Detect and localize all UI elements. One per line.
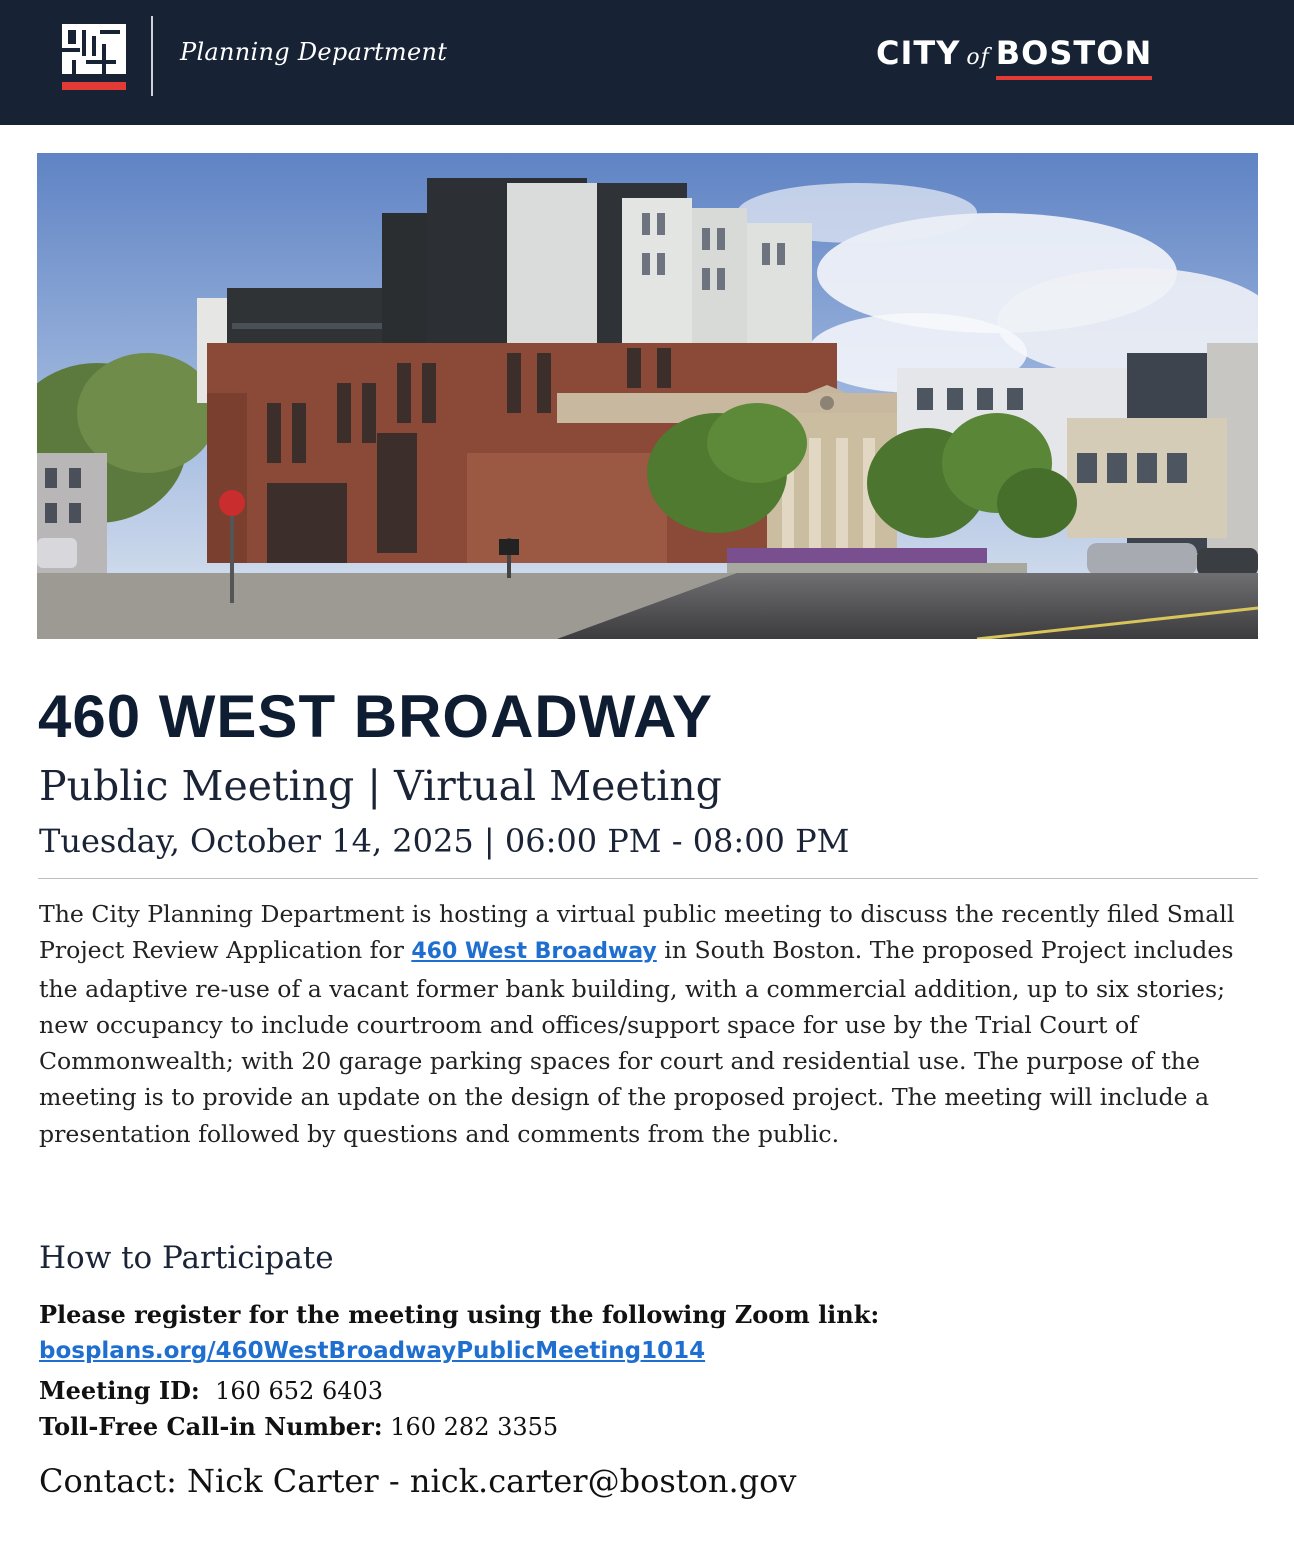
hero-building-photo [37, 153, 1258, 639]
meeting-id-value: 160 652 6403 [215, 1377, 384, 1405]
meeting-type: Public Meeting | Virtual Meeting [39, 762, 722, 810]
meeting-datetime: Tuesday, October 14, 2025 | 06:00 PM - 08:00 PM [39, 822, 850, 860]
how-to-participate-heading: How to Participate [39, 1240, 334, 1276]
contact-line: Contact: Nick Carter - nick.carter@boston.gov [39, 1462, 797, 1500]
meeting-id-row [39, 1376, 383, 1405]
register-instructions: Please register for the meeting using the following Zoom link: [39, 1300, 880, 1329]
brand-city: CITY [876, 34, 961, 72]
brand-of: of [966, 45, 990, 70]
description-text-1: The City Planning Department is hosting a virtual public meeting to discuss the recently filed Small Project Review Application for [39, 900, 1235, 965]
planning-logo-icon [62, 24, 126, 90]
page-title: 460 WEST BROADWAY [38, 683, 713, 750]
zoom-register-link[interactable]: bosplans.org/460WestBroadwayPublicMeeting1014 [39, 1338, 706, 1364]
description-text-2: in South Boston. The proposed Project includes the adaptive re-use of a vacant former bank building, with a commercial addition, up to six stories; new occupancy to include courtroom and offices/support space for use by the Trial Court of Commonwealth; with 20 garage parking spaces for court and residential use. The purpose of the meeting is to provide an update on the design of the proposed project. The meeting will include a presentation followed by questions and comments from the public. [39, 936, 1234, 1148]
meeting-description [39, 896, 1261, 1152]
building-photo-icon [37, 153, 1258, 639]
department-name: Planning Department [180, 38, 448, 66]
meeting-id-label: Meeting ID: [39, 1376, 200, 1405]
toll-free-label: Toll-Free Call-in Number: [39, 1412, 383, 1441]
toll-free-row [39, 1412, 558, 1441]
project-link[interactable]: 460 West Broadway [411, 939, 657, 965]
divider [38, 878, 1258, 879]
brand-boston: BOSTON [996, 34, 1152, 72]
header-bar [0, 0, 1294, 125]
city-of-boston-logo[interactable] [876, 34, 1152, 72]
logo-divider [151, 16, 153, 96]
toll-free-value: 160 282 3355 [390, 1413, 559, 1441]
